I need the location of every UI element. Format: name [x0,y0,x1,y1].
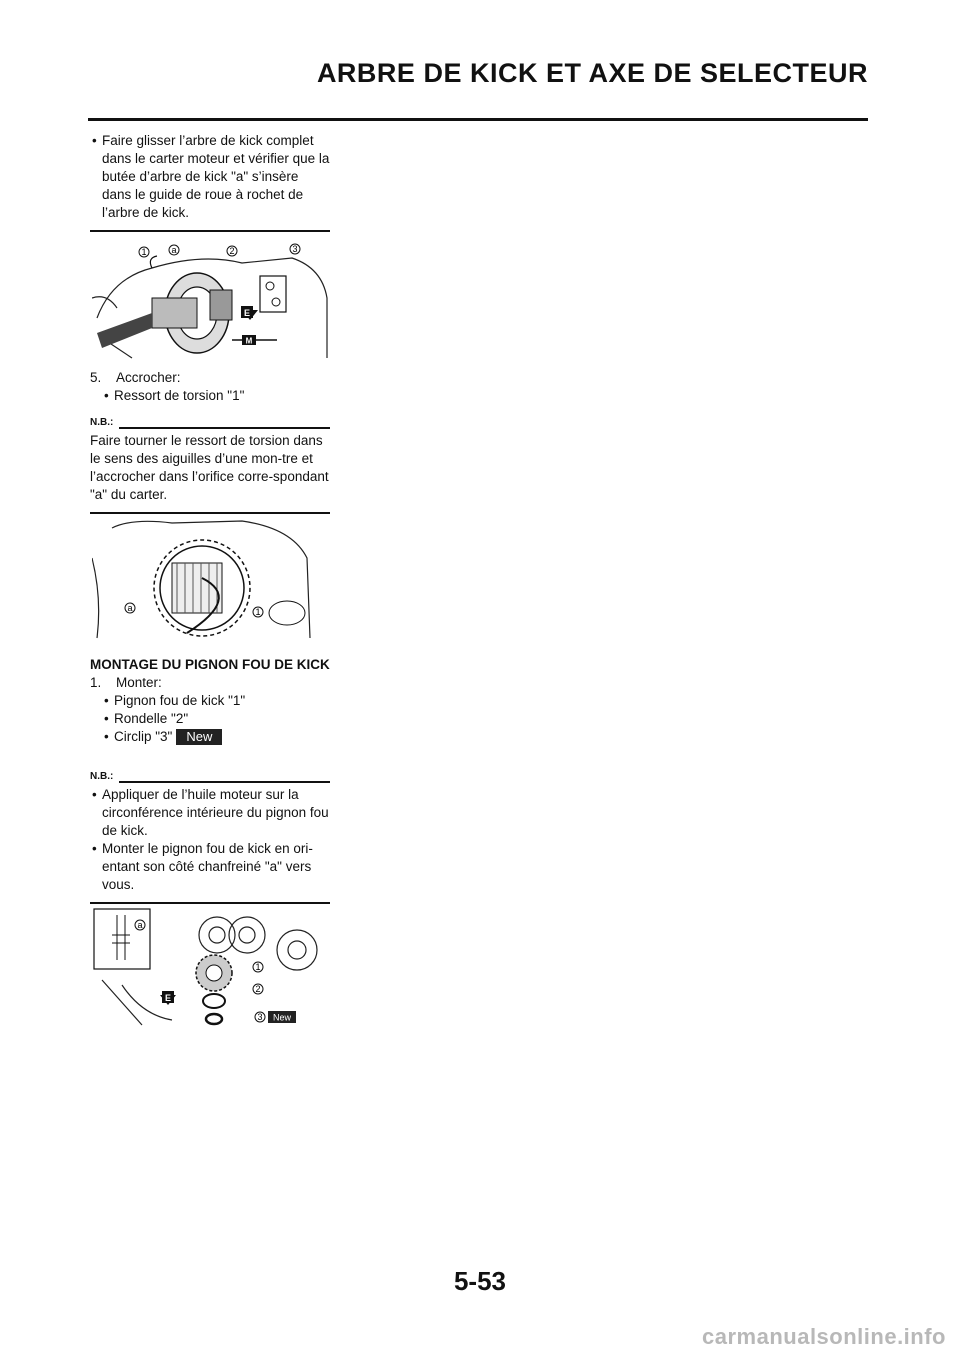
note2-item-oil: • Appliquer de l’huile moteur sur la circonférence intérieure du pignon fou de kick. [90,786,330,840]
step5-item: • Ressort de torsion "1" [102,387,330,405]
figure3-inset [94,909,150,969]
section-title: MONTAGE DU PIGNON FOU DE KICK [90,657,330,672]
figure1-label-1: 1 [141,247,147,257]
note1-block [90,414,330,514]
step5-number: 5. [90,370,102,385]
figure1-label-3: 3 [292,244,298,254]
figure-idle-gear [92,905,324,1030]
note2-block [90,768,330,904]
new-badge: New [176,729,222,745]
note2-rule [90,902,330,904]
watermark: carmanualsonline.info [702,1324,946,1349]
note2-item-orientation: • Monter le pignon fou de kick en ori-entant son côté chanfreiné "a" vers vous. [90,840,330,894]
figure1-label-2: 2 [229,246,235,256]
page-number: 5-53 [453,1266,507,1296]
intro-rule [90,230,330,232]
intro-block [90,132,330,232]
section-item-idle-gear: • Pignon fou de kick "1" [102,692,330,710]
note2-label: N.B.: [90,771,114,782]
figure-kick-shaft [92,238,330,363]
svg-text:E: E [243,308,251,318]
note1-label: N.B.: [90,417,114,428]
figure1-badge-e [241,306,253,318]
note1-rule [90,512,330,514]
figure2-label-1: 1 [255,607,261,617]
note1-text: Faire tourner le ressort de torsion dans le sens des aiguilles d’une mon-tre et l’accrocher dans l’orifice corre-spondant "a" du carter. [90,433,329,502]
section-item-circlip: • Circlip "3" New [102,728,330,746]
figure3-label-a: a [137,920,143,930]
figure3-label-1: 1 [255,962,261,972]
figure-torsion-spring [92,518,314,640]
section-idle-gear [90,656,330,746]
section-step-number: 1. [90,675,102,690]
figure2-label-a: a [127,603,133,613]
figure1-label-a: a [171,245,177,255]
svg-text:M: M [245,336,253,346]
figure3-label-3: 3 [257,1012,263,1022]
svg-text:New: New [272,1012,292,1023]
header-rule [88,118,868,121]
svg-text:E: E [164,993,172,1003]
section-item-washer: • Rondelle "2" [102,710,330,728]
step5-block [90,369,330,405]
figure3-label-2: 2 [255,984,261,994]
step5-action: Accrocher: [116,370,181,385]
section-action: Monter: [116,675,162,690]
figure3-badge-e [162,991,174,1003]
figure3-new-badge [268,1011,296,1023]
page-header-title: ARBRE DE KICK ET AXE DE SELECTEUR [316,58,868,88]
intro-bullet: • Faire glisser l’arbre de kick complet dans le carter moteur et vérifier que la butée d’arbre de kick "a" s’insère dans le guide de roue à rochet de l’arbre de kick. [90,132,330,222]
